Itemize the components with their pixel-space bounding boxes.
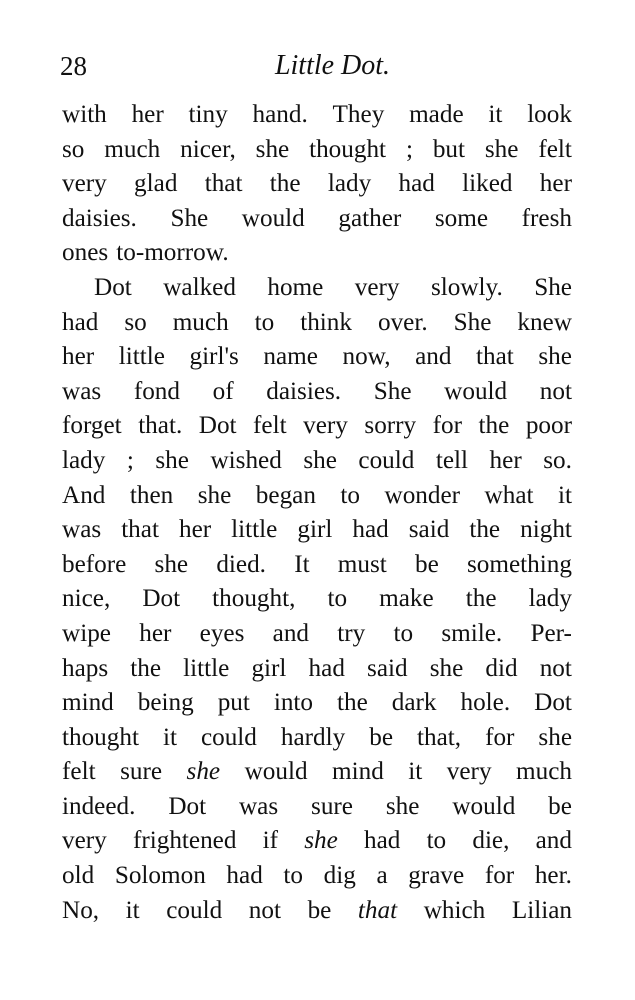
text-line: had so much to think over. She knew: [62, 308, 572, 336]
text-line: very glad that the lady had liked her: [62, 170, 572, 198]
text-line: before she died. It must be something: [62, 550, 572, 578]
body-text: [62, 98, 572, 928]
text-line: thought it could hardly be that, for she: [62, 723, 572, 751]
text-line: with her tiny hand. They made it look: [62, 101, 572, 128]
page-number: 28: [60, 51, 87, 81]
text-line: felt sure she would mind it very much: [62, 758, 572, 786]
text-line: her little girl's name now, and that she: [62, 343, 572, 371]
text-line: forget that. Dot felt very sorry for the poor: [62, 412, 572, 440]
text-line: Dot walked home very slowly. She: [94, 273, 572, 301]
text-line: very frightened if she had to die, and: [62, 827, 572, 855]
text-line: nice, Dot thought, to make the lady: [62, 585, 572, 613]
text-line: And then she began to wonder what it: [62, 481, 572, 509]
text-line: was fond of daisies. She would not: [62, 377, 572, 405]
text-line: No, it could not be that which Lilian: [62, 896, 572, 924]
text-line: was that her little girl had said the night: [62, 516, 572, 544]
text-line: haps the little girl had said she did not: [62, 654, 572, 682]
text-line: indeed. Dot was sure she would be: [62, 792, 572, 820]
text-line: mind being put into the dark hole. Dot: [62, 689, 572, 717]
text-line: daisies. She would gather some fresh: [62, 204, 572, 232]
text-line: wipe her eyes and try to smile. Per-: [62, 619, 572, 647]
text-line: old Solomon had to dig a grave for her.: [62, 862, 572, 890]
running-title: Little Dot.: [274, 50, 391, 81]
text-line: so much nicer, she thought ; but she felt: [62, 135, 572, 163]
page-header: [60, 46, 575, 86]
text-line: ones to-morrow.: [62, 239, 229, 267]
text-line: lady ; she wished she could tell her so.: [62, 446, 572, 474]
